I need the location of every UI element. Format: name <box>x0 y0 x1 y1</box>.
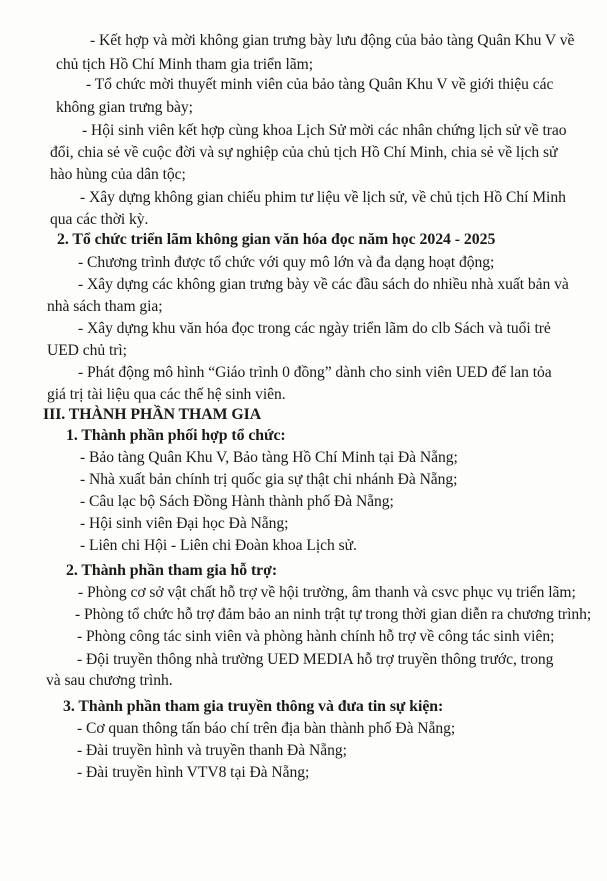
activity-2-line1: - Tổ chức mời thuyết minh viên của bảo tàng Quân Khu V về giới thiệu các <box>86 76 554 93</box>
support-heading: 2. Thành phần tham gia hỗ trợ: <box>66 562 278 579</box>
activity-4-line2: qua các thời kỳ. <box>50 211 149 228</box>
support-item-4: - Đội truyền thông nhà trường UED MEDIA hỗ trợ truyền thông trước, trong <box>77 651 554 668</box>
activity-3-line2: đổi, chia sẻ về cuộc đời và sự nghiệp của chủ tịch Hồ Chí Minh, chia sẻ về lịch sử <box>50 144 558 161</box>
reading-item-4-line1: - Phát động mô hình “Giáo trình 0 đồng” dành cho sinh viên UED để lan tỏa <box>78 364 552 381</box>
reading-exhibition-heading: 2. Tổ chức triển lãm không gian văn hóa đọc năm học 2024 - 2025 <box>57 231 496 248</box>
support-item-1: - Phòng cơ sở vật chất hỗ trợ về hội trường, âm thanh và csvc phục vụ triển lãm; <box>78 584 576 601</box>
reading-item-3-line2: UED chủ trì; <box>47 342 127 359</box>
reading-item-1: - Chương trình được tổ chức với quy mô lớn và đa dạng hoạt động; <box>78 254 495 271</box>
coordination-item-5: - Liên chi Hội - Liên chi Đoàn khoa Lịch sử. <box>80 537 357 554</box>
media-heading: 3. Thành phần tham gia truyền thông và đưa tin sự kiện: <box>63 698 444 715</box>
coordination-item-3: - Câu lạc bộ Sách Đồng Hành thành phố Đà Nẵng; <box>80 493 394 510</box>
coordination-heading: 1. Thành phần phối hợp tổ chức: <box>66 427 286 444</box>
support-item-4-line2: và sau chương trình. <box>46 672 173 689</box>
coordination-item-2: - Nhà xuất bản chính trị quốc gia sự thật chi nhánh Đà Nẵng; <box>80 471 458 488</box>
media-item-3: - Đài truyền hình VTV8 tại Đà Nẵng; <box>77 764 310 781</box>
coordination-item-1: - Bảo tàng Quân Khu V, Bảo tàng Hồ Chí Minh tại Đà Nẵng; <box>80 449 458 466</box>
activity-1-line1: - Kết hợp và mời không gian trưng bày lưu động của bảo tàng Quân Khu V về <box>90 32 575 49</box>
activity-4-line1: - Xây dựng không gian chiếu phim tư liệu về lịch sử, về chủ tịch Hồ Chí Minh <box>80 189 566 206</box>
activity-2-line2: không gian trưng bày; <box>56 99 193 116</box>
activity-3-line3: hào hùng của dân tộc; <box>50 166 186 183</box>
media-item-2: - Đài truyền hình và truyền thanh Đà Nẵng; <box>77 742 347 759</box>
reading-item-2-line2: nhà sách tham gia; <box>47 298 163 315</box>
activity-3-line1: - Hội sinh viên kết hợp cùng khoa Lịch Sử mời các nhân chứng lịch sử về trao <box>82 122 567 139</box>
support-item-2: - Phòng tổ chức hỗ trợ đảm bảo an ninh trật tự trong thời gian diễn ra chương trình; <box>75 606 592 623</box>
coordination-item-4: - Hội sinh viên Đại học Đà Nẵng; <box>80 515 289 532</box>
section-3-heading: III. THÀNH PHẦN THAM GIA <box>43 406 262 423</box>
support-item-3: - Phòng công tác sinh viên và phòng hành chính hỗ trợ về công tác sinh viên; <box>77 628 555 645</box>
media-item-1: - Cơ quan thông tấn báo chí trên địa bàn thành phố Đà Nẵng; <box>77 720 456 737</box>
reading-item-2-line1: - Xây dựng các không gian trưng bày về các đầu sách do nhiều nhà xuất bản và <box>78 276 569 293</box>
reading-item-3-line1: - Xây dựng khu văn hóa đọc trong các ngày triển lãm do clb Sách và tuổi trẻ <box>78 320 551 337</box>
reading-item-4-line2: giá trị tài liệu qua các thế hệ sinh viên. <box>47 386 286 403</box>
activity-1-line2: chủ tịch Hồ Chí Minh tham gia triển lãm; <box>56 56 313 73</box>
